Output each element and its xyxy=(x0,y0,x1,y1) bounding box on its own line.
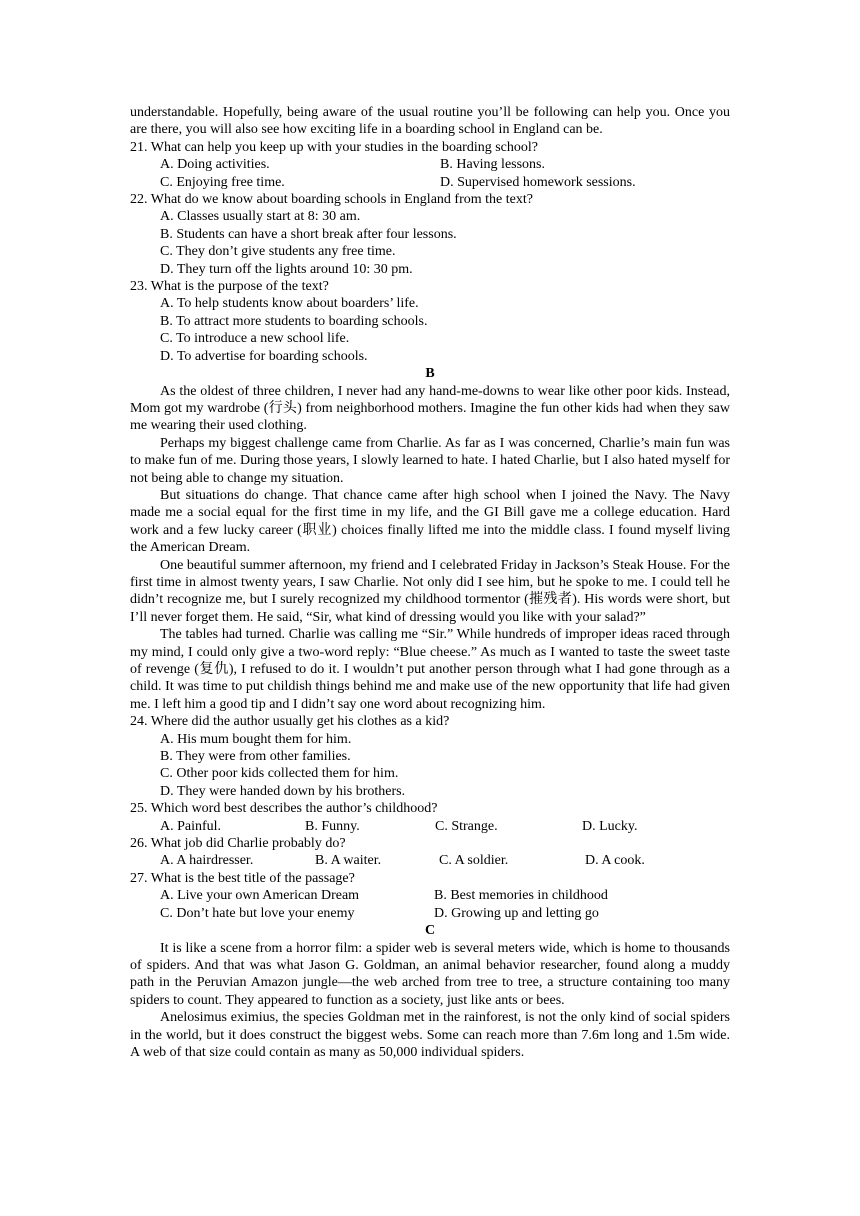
option-b: B. Students can have a short break after four lessons. xyxy=(160,226,457,242)
question-22 xyxy=(130,191,730,278)
passage-paragraph: But situations do change. That chance came after high school when I joined the Navy. The Navy made me a social equal for the first time in my life, and the GI Bill gave me a college education. Hard work and a few lucky career (职业) choices finally lifted me into the middle class. I found myself living the American Dream. xyxy=(130,487,730,556)
option-b: B. Funny. xyxy=(305,818,360,834)
option-c: C. Enjoying free time. xyxy=(160,174,285,190)
option-d: D. To advertise for boarding schools. xyxy=(160,348,368,364)
question-25 xyxy=(130,800,730,835)
section-heading-c: C xyxy=(424,923,436,939)
option-c: C. A soldier. xyxy=(439,853,509,869)
passage-paragraph: It is like a scene from a horror film: a spider web is several meters wide, which is home to thousands of spiders. And that was what Jason G. Goldman, an animal behavior researcher, found along a muddy path in the Peruvian Amazon jungle—the web arched from tree to tree, a structure containing too many spiders to count. They appeared to function as a society, just like ants or bees. xyxy=(130,940,730,1008)
question-stem: 21. What can help you keep up with your studies in the boarding school? xyxy=(130,139,538,155)
option-c: C. They don’t give students any free time. xyxy=(160,244,396,260)
option-d: D. Growing up and letting go xyxy=(434,905,599,921)
section-heading-b: B xyxy=(425,366,435,382)
option-c: C. Don’t hate but love your enemy xyxy=(160,905,355,921)
option-b: B. Having lessons. xyxy=(440,157,545,173)
passage-paragraph: The tables had turned. Charlie was calling me “Sir.” While hundreds of improper ideas raced through my mind, I could only give a two-word reply: “Blue cheese.” As much as I wanted to taste the sweet taste of revenge (复仇), I refused to do it. I wouldn’t put another person through what I had gone through as a child. It was time to put childish things behind me and make use of the new opportunity that life had given me. I left him a good tip and I didn’t say one word about recognizing him. xyxy=(130,627,730,712)
passage-c xyxy=(130,940,730,1062)
question-26 xyxy=(130,835,730,870)
options-row xyxy=(130,174,730,191)
options-row xyxy=(130,852,730,869)
question-stem: 22. What do we know about boarding schools in England from the text? xyxy=(130,192,533,208)
passage-paragraph: Perhaps my biggest challenge came from Charlie. As far as I was concerned, Charlie’s main fun was to make fun of me. During those years, I slowly learned to hate. I hated Charlie, but I also hated myself for not being able to change my situation. xyxy=(130,435,730,486)
options-row xyxy=(130,905,730,922)
option-d: D. They were handed down by his brothers. xyxy=(160,783,406,799)
question-stem: 24. Where did the author usually get his clothes as a kid? xyxy=(130,714,450,730)
question-stem: 25. Which word best describes the author’s childhood? xyxy=(130,801,438,817)
option-c: C. To introduce a new school life. xyxy=(160,331,350,347)
question-stem: 26. What job did Charlie probably do? xyxy=(130,836,346,852)
option-b: B. To attract more students to boarding schools. xyxy=(160,313,428,329)
option-a: A. His mum bought them for him. xyxy=(160,731,352,747)
question-stem: 27. What is the best title of the passage? xyxy=(130,870,355,886)
options-row xyxy=(130,818,730,835)
exam-page xyxy=(130,104,730,1061)
option-a: A. Live your own American Dream xyxy=(160,888,360,904)
question-23 xyxy=(130,278,730,365)
option-a: A. Painful. xyxy=(160,818,222,834)
option-b: B. A waiter. xyxy=(315,853,382,869)
option-c: C. Strange. xyxy=(435,818,498,834)
passage-paragraph: As the oldest of three children, I never had any hand-me-downs to wear like other poor kids. Instead, Mom got my wardrobe (行头) from neighborhood mothers. Imagine the fun other kids had when they saw me wearing their used clothing. xyxy=(130,383,730,434)
options-row xyxy=(130,156,730,173)
option-d: D. Supervised homework sessions. xyxy=(440,174,636,190)
passage-paragraph: Anelosimus eximius, the species Goldman met in the rainforest, is not the only kind of social spiders in the world, but it does construct the biggest webs. Some can reach more than 7.6m long and 1.5m wide. A web of that size could contain as many as 50,000 individual spiders. xyxy=(130,1010,730,1060)
question-27 xyxy=(130,870,730,922)
passage-paragraph: One beautiful summer afternoon, my friend and I celebrated Friday in Jackson’s Steak House. For the first time in almost twenty years, I saw Charlie. Not only did I see him, but he spoke to me. I could tell he didn’t recognize me, but I surely recognized my childhood tormentor (摧残者). His words were short, but I’ll never forget them. He said, “Sir, what kind of dressing would you like with your salad?” xyxy=(130,557,730,625)
option-d: D. Lucky. xyxy=(582,818,638,834)
option-a: A. Classes usually start at 8: 30 am. xyxy=(160,209,361,225)
question-24 xyxy=(130,713,730,800)
passage-b xyxy=(130,383,730,714)
option-c: C. Other poor kids collected them for him. xyxy=(160,766,399,782)
option-d: D. A cook. xyxy=(585,853,645,869)
options-row xyxy=(130,887,730,904)
option-d: D. They turn off the lights around 10: 30 pm. xyxy=(160,261,413,277)
question-21 xyxy=(130,139,730,191)
option-b: B. They were from other families. xyxy=(160,749,351,765)
option-a: A. A hairdresser. xyxy=(160,853,254,869)
option-a: A. Doing activities. xyxy=(160,157,270,173)
question-stem: 23. What is the purpose of the text? xyxy=(130,279,329,295)
option-a: A. To help students know about boarders’ life. xyxy=(160,296,419,312)
intro-paragraph-tail: understandable. Hopefully, being aware of the usual routine you’ll be following can help you. Once you are there, you will also see how exciting life in a boarding school in England can be. xyxy=(130,105,730,138)
option-b: B. Best memories in childhood xyxy=(434,888,608,904)
